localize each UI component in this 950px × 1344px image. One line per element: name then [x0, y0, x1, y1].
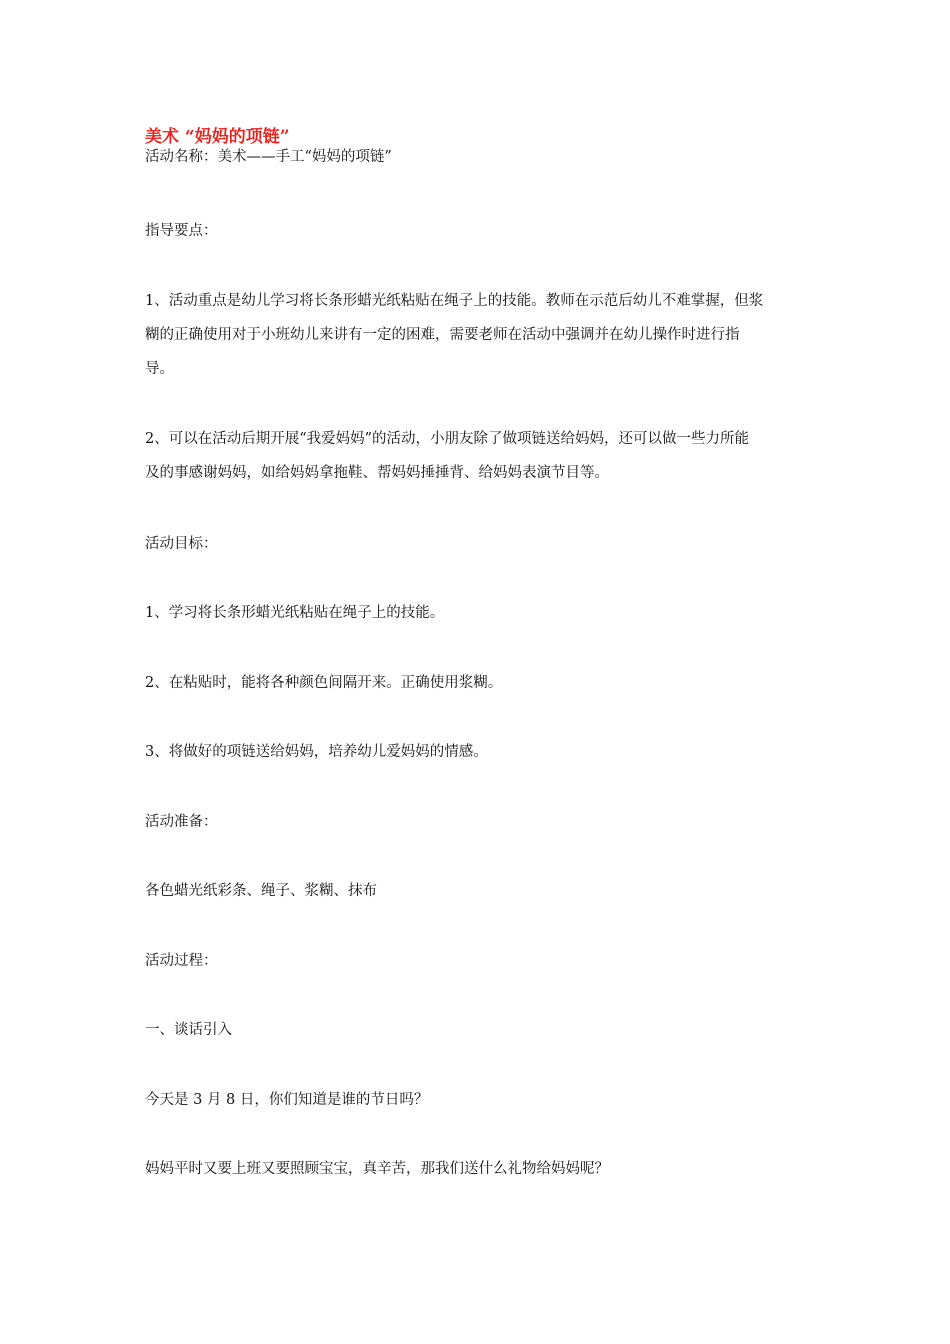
document-page [145, 0, 810, 1344]
step-1-question-1: 今天是 3 月 8 日，你们知道是谁的节日吗？ [145, 1092, 429, 1108]
guidance-point-2-line-2: 及的事感谢妈妈，如给妈妈拿拖鞋、帮妈妈捶捶背、给妈妈表演节目等。 [145, 465, 609, 481]
guidance-point-2 [145, 422, 810, 490]
guidance-point-1-line-2: 糊的正确使用对于小班幼儿来讲有一定的困难，需要老师在活动中强调并在幼儿操作时进行指 [145, 327, 740, 343]
guidance-point-1 [145, 284, 810, 386]
process-heading: 活动过程： [145, 953, 218, 969]
goal-2: 2、在粘贴时，能将各种颜色间隔开来。正确使用浆糊。 [145, 675, 503, 691]
guidance-point-2-line-1: 2、可以在活动后期开展“我爱妈妈”的活动，小朋友除了做项链送给妈妈，还可以做一些力所能 [145, 431, 750, 447]
activity-name: 活动名称：美术——手工“妈妈的项链” [145, 149, 392, 165]
goals-heading: 活动目标： [145, 536, 218, 552]
guidance-point-1-line-1: 1、活动重点是幼儿学习将长条形蜡光纸粘贴在绳子上的技能。教师在示范后幼儿不难掌握，但浆 [145, 293, 764, 309]
guidance-point-1-line-3: 导。 [145, 361, 174, 377]
prep-heading: 活动准备： [145, 814, 218, 830]
goal-3: 3、将做好的项链送给妈妈，培养幼儿爱妈妈的情感。 [145, 744, 488, 760]
step-1-question-2: 妈妈平时又要上班又要照顾宝宝，真辛苦，那我们送什么礼物给妈妈呢？ [145, 1161, 609, 1177]
guidance-heading: 指导要点： [145, 223, 218, 239]
step-1-heading: 一、谈话引入 [145, 1022, 232, 1038]
goal-1: 1、学习将长条形蜡光纸粘贴在绳子上的技能。 [145, 605, 445, 621]
document-title: 美术 “妈妈的项链” [145, 127, 290, 147]
prep-text: 各色蜡光纸彩条、绳子、浆糊、抹布 [145, 883, 377, 899]
